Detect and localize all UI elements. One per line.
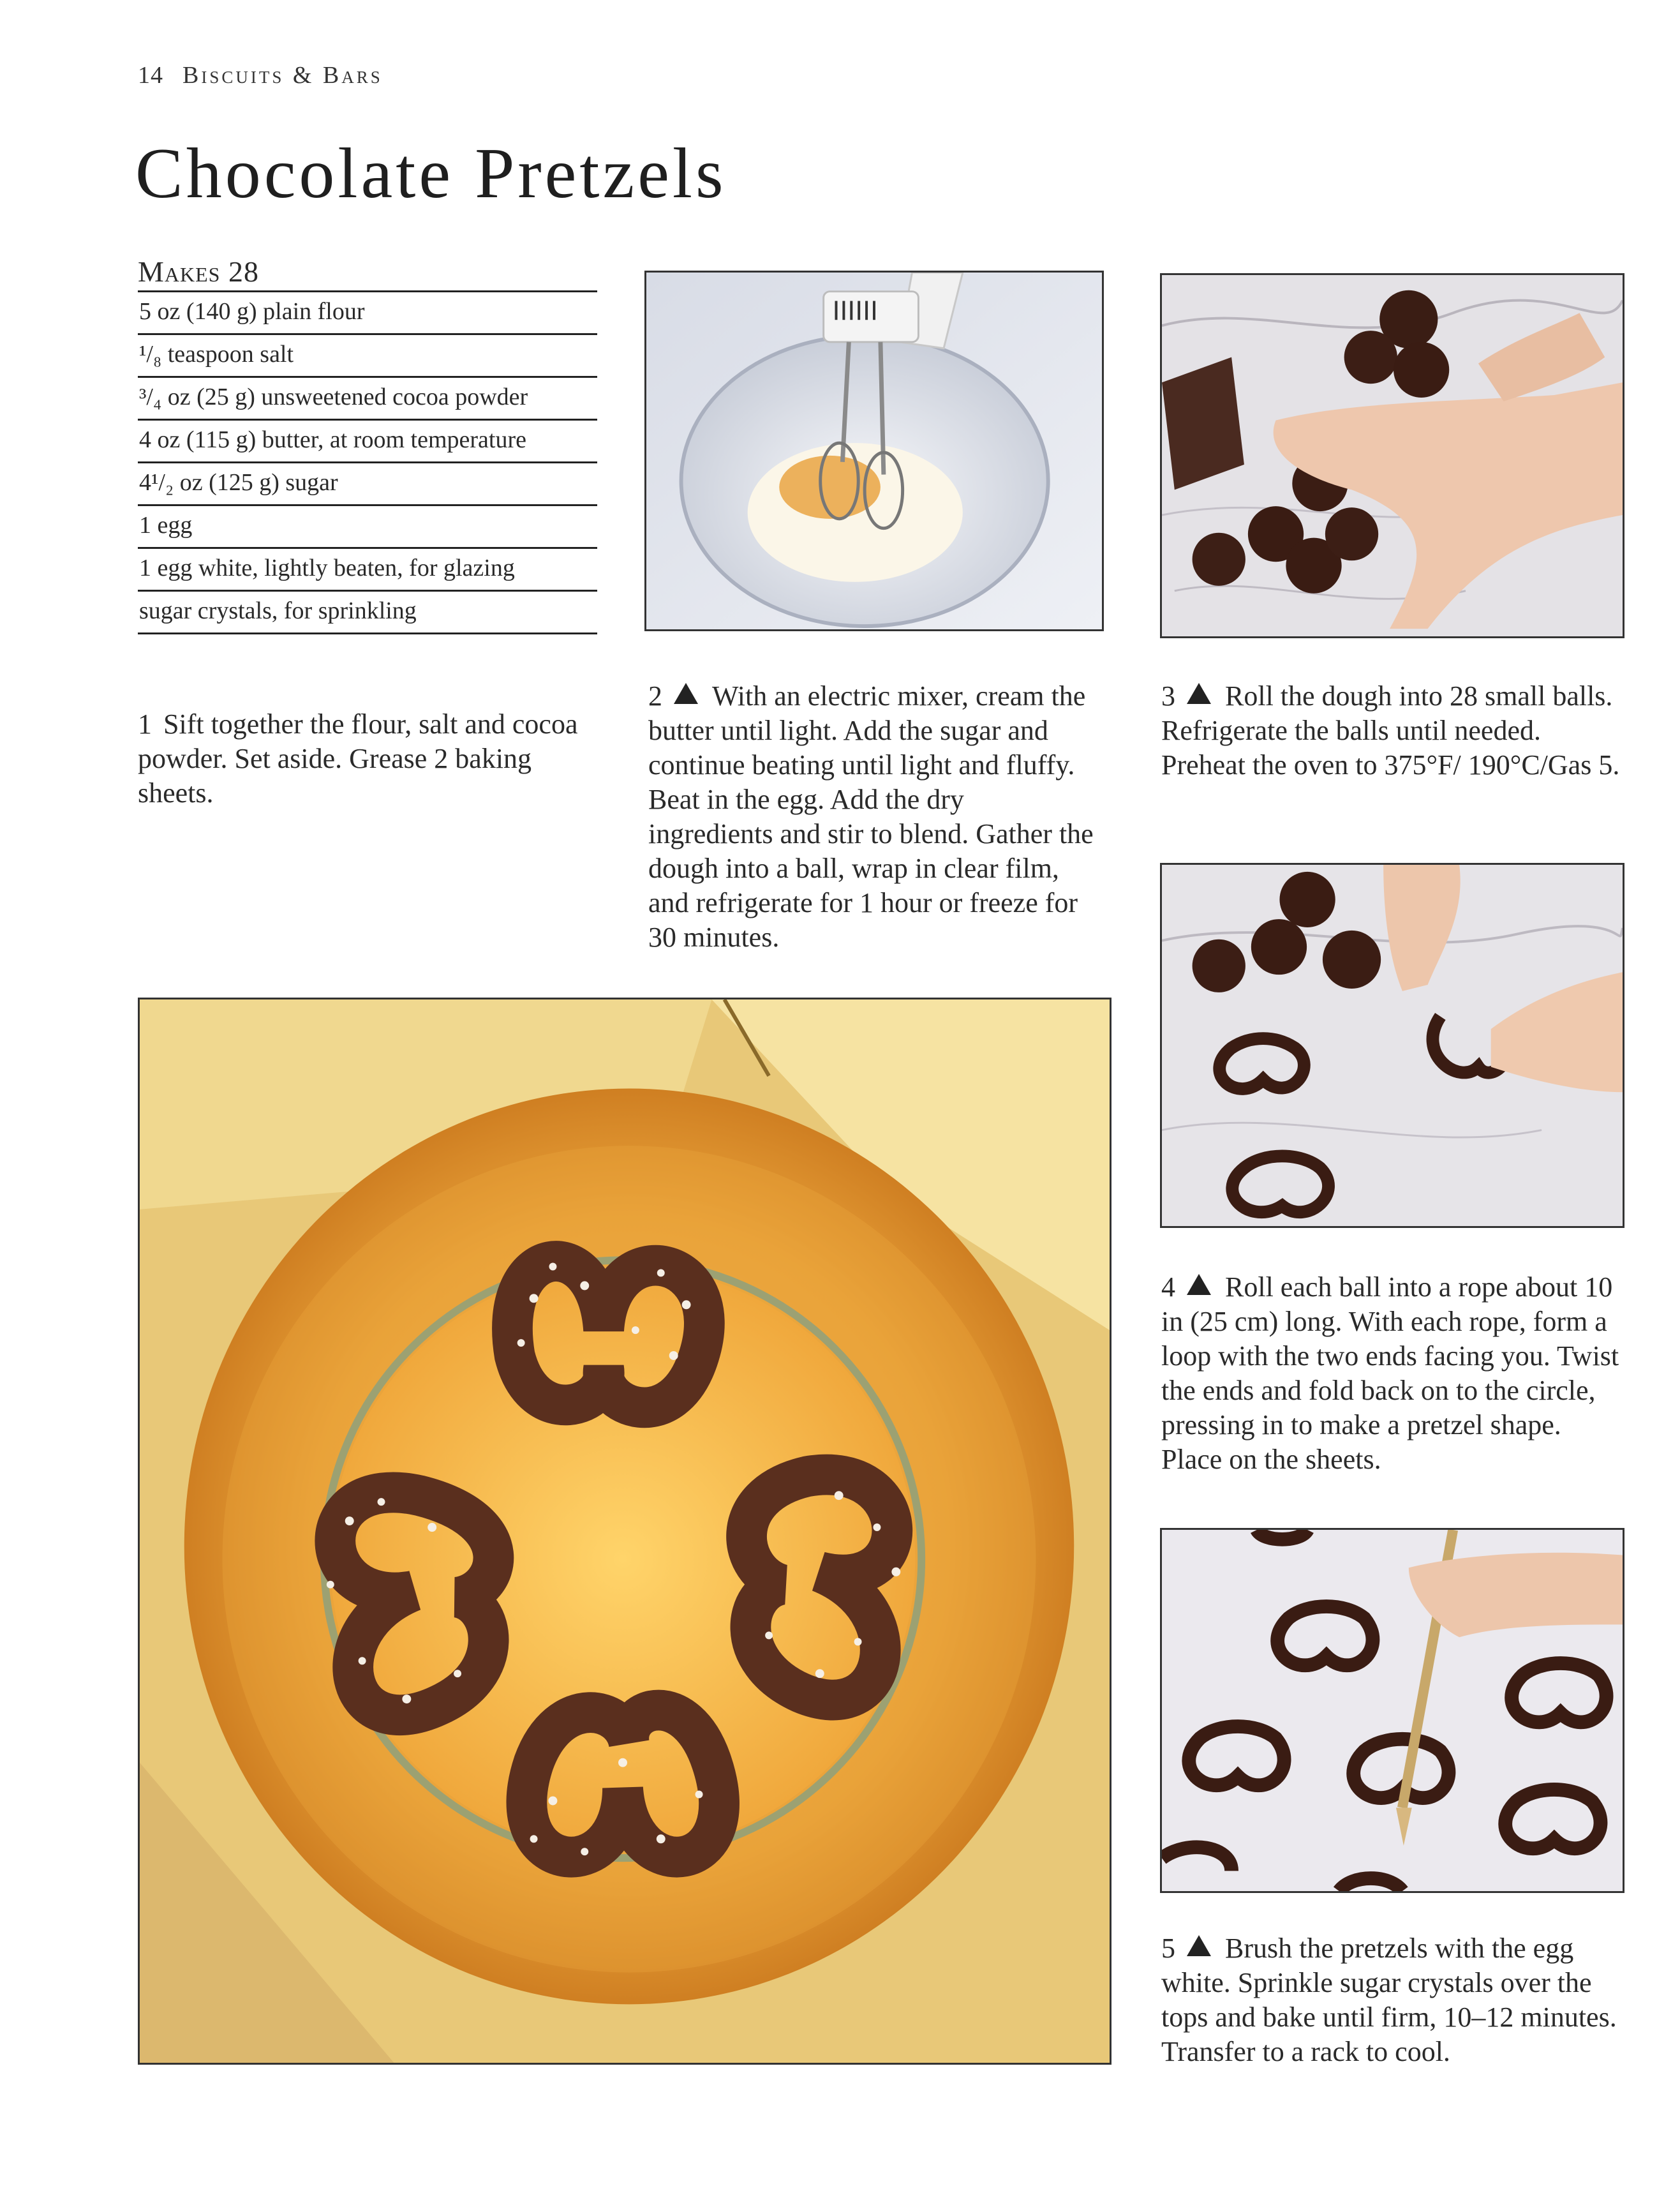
- ingredient-item: 1 egg: [138, 506, 597, 549]
- photo-shaping-pretzels: [1160, 863, 1624, 1228]
- step-number: 1: [138, 708, 152, 740]
- ingredient-item: 1 egg white, lightly beaten, for glazing: [138, 549, 597, 592]
- ingredient-item: ¹/₈ teaspoon salt: [138, 335, 597, 378]
- step-text: Brush the pretzels with the egg white. Sprinkle sugar crystals over the tops and bake until firm, 10–12 minutes. Transfer to a rack to cool.: [1161, 1933, 1617, 2067]
- ingredient-list: [138, 255, 597, 634]
- step-number: 3: [1161, 680, 1175, 712]
- ingredient-item: 4 oz (115 g) butter, at room temperature: [138, 421, 597, 463]
- recipe-title: Chocolate Pretzels: [135, 134, 727, 213]
- triangle-marker-icon: [1187, 683, 1211, 704]
- step-text: Sift together the flour, salt and cocoa powder. Set aside. Grease 2 baking sheets.: [138, 708, 578, 809]
- step-3: [1161, 679, 1621, 782]
- triangle-marker-icon: [1187, 1274, 1211, 1295]
- step-number: 5: [1161, 1933, 1175, 1964]
- running-head: [138, 61, 383, 89]
- recipe-yield: Makes 28: [138, 255, 597, 292]
- step-5: [1161, 1931, 1621, 2069]
- ingredient-item: 4¹/₂ oz (125 g) sugar: [138, 463, 597, 506]
- photo-mixer-bowl: [644, 271, 1104, 631]
- photo-brushing-pretzels: [1160, 1528, 1624, 1893]
- triangle-marker-icon: [1187, 1935, 1211, 1956]
- section-title: Biscuits & Bars: [182, 62, 383, 89]
- ingredient-item: 5 oz (140 g) plain flour: [138, 292, 597, 335]
- step-text: With an electric mixer, cream the butter until light. Add the sugar and continue beating until light and fluffy. Beat in the egg. Add the dry ingredients and stir to blend. Gather the dough into a ball, wrap in clear film, and refrigerate for 1 hour or freeze for 30 minutes.: [648, 680, 1094, 953]
- triangle-marker-icon: [674, 683, 698, 704]
- page-number: 14: [138, 62, 163, 89]
- step-4: [1161, 1270, 1621, 1477]
- ingredient-item: sugar crystals, for sprinkling: [138, 592, 597, 634]
- ingredient-item: ³/₄ oz (25 g) unsweetened cocoa powder: [138, 378, 597, 421]
- step-1: [138, 707, 584, 811]
- step-text: Roll the dough into 28 small balls. Refrigerate the balls until needed. Preheat the oven to 375°F/ 190°C/Gas 5.: [1161, 680, 1620, 781]
- photo-rolling-balls: [1160, 273, 1624, 638]
- step-text: Roll each ball into a rope about 10 in (25 cm) long. With each rope, form a loop with the two ends facing you. Twist the ends and fold back on to the circle, pressing in to make a pretzel shape. Place on the sheets.: [1161, 1271, 1619, 1475]
- step-number: 4: [1161, 1271, 1175, 1303]
- step-number: 2: [648, 680, 662, 712]
- photo-finished-pretzels: [138, 998, 1111, 2065]
- step-2: [648, 679, 1095, 955]
